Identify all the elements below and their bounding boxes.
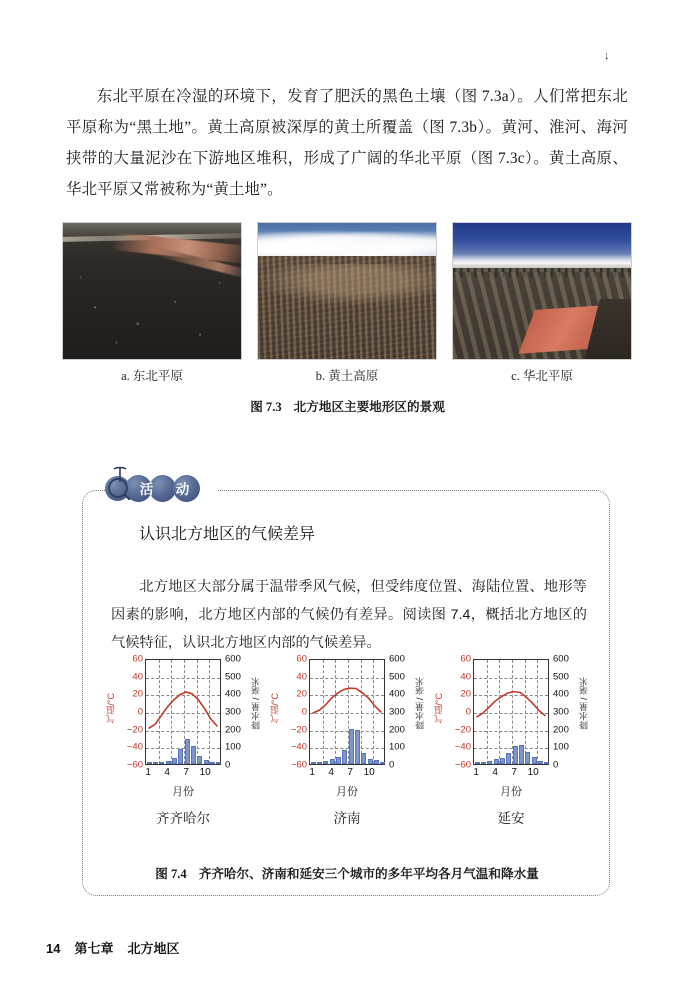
figure-73-photo-row bbox=[62, 222, 632, 360]
x-tick: 10 bbox=[527, 767, 539, 778]
plot-area bbox=[270, 653, 425, 798]
figure-73-number: 图 7.3 bbox=[250, 400, 282, 414]
y-tick-left: 40 bbox=[296, 671, 307, 683]
page-footer bbox=[46, 938, 180, 957]
y-tick-left: 60 bbox=[460, 653, 471, 665]
y-tick-right: 300 bbox=[553, 706, 569, 718]
y-tick-right: 400 bbox=[225, 688, 241, 700]
y-tick-left: −20 bbox=[126, 724, 143, 736]
y-tick-right: 500 bbox=[225, 671, 241, 683]
x-tick: 7 bbox=[347, 767, 353, 778]
climograph-3 bbox=[434, 653, 589, 826]
y-axis-right-title: 降水量 / 毫米 bbox=[579, 677, 589, 730]
x-axis-ticks bbox=[473, 767, 549, 781]
y-tick-right: 0 bbox=[553, 759, 559, 771]
y-tick-right: 0 bbox=[225, 759, 231, 771]
ground-highlight bbox=[258, 264, 436, 305]
city-name-label: 延安 bbox=[497, 811, 525, 826]
x-axis-title: 月份 bbox=[500, 786, 522, 798]
plot-frame bbox=[145, 659, 221, 765]
x-axis-ticks bbox=[145, 767, 221, 781]
y-axis-left-ticks bbox=[281, 653, 307, 771]
y-tick-left: 20 bbox=[296, 688, 307, 700]
y-tick-left: −60 bbox=[126, 759, 143, 771]
y-tick-left: 20 bbox=[132, 688, 143, 700]
climograph-2 bbox=[270, 653, 425, 826]
y-tick-right: 400 bbox=[389, 688, 405, 700]
y-tick-right: 500 bbox=[553, 671, 569, 683]
x-axis-title: 月份 bbox=[336, 786, 358, 798]
y-tick-right: 100 bbox=[389, 741, 405, 753]
x-tick: 4 bbox=[492, 767, 498, 778]
y-tick-left: 0 bbox=[137, 706, 143, 718]
y-tick-right: 100 bbox=[225, 741, 241, 753]
activity-body-text: 北方地区大部分属于温带季风气候，但受纬度位置、海陆位置、地形等因素的影响，北方地区内部的气候仍有差异。阅读图 7.4，概括北方地区的气候特征，认识北方地区内部的气候差异。 bbox=[111, 579, 587, 652]
y-tick-left: 60 bbox=[296, 653, 307, 665]
x-tick: 1 bbox=[309, 767, 315, 778]
activity-badge bbox=[105, 473, 217, 503]
y-tick-right: 600 bbox=[389, 653, 405, 665]
badge-char-1: 活 bbox=[139, 481, 155, 497]
y-tick-left: 20 bbox=[460, 688, 471, 700]
activity-badge-pill bbox=[105, 475, 213, 502]
city-name-label: 齐齐哈尔 bbox=[156, 811, 210, 826]
figure-74-number: 图 7.4 bbox=[155, 867, 187, 881]
climograph-1 bbox=[106, 653, 261, 826]
y-tick-left: 0 bbox=[465, 706, 471, 718]
y-tick-right: 100 bbox=[553, 741, 569, 753]
cloud-region bbox=[258, 228, 436, 255]
plot-frame bbox=[309, 659, 385, 765]
y-axis-left-title: 气温/°C bbox=[270, 693, 280, 724]
y-tick-left: −60 bbox=[454, 759, 471, 771]
x-tick: 10 bbox=[363, 767, 375, 778]
figure-74-chart-row bbox=[106, 653, 589, 826]
x-tick: 10 bbox=[199, 767, 211, 778]
badge-char-2: 动 bbox=[175, 481, 191, 497]
y-tick-left: −20 bbox=[454, 724, 471, 736]
y-axis-right-ticks bbox=[553, 653, 579, 771]
y-tick-left: 60 bbox=[132, 653, 143, 665]
photo-north-china-plain bbox=[452, 222, 632, 360]
y-tick-right: 200 bbox=[553, 724, 569, 736]
x-tick: 4 bbox=[164, 767, 170, 778]
y-tick-right: 500 bbox=[389, 671, 405, 683]
y-axis-left-ticks bbox=[445, 653, 471, 771]
corner-mark: ↓ bbox=[604, 50, 610, 62]
y-axis-left-ticks bbox=[117, 653, 143, 771]
plot-area bbox=[106, 653, 261, 798]
x-axis-ticks bbox=[309, 767, 385, 781]
y-tick-right: 600 bbox=[225, 653, 241, 665]
y-axis-right-title: 降水量 / 毫米 bbox=[415, 677, 425, 730]
plot-area bbox=[434, 653, 589, 798]
y-tick-left: 40 bbox=[132, 671, 143, 683]
photo-northeast-plain bbox=[62, 222, 242, 360]
temperature-line bbox=[474, 660, 548, 764]
footer-region: 北方地区 bbox=[127, 941, 180, 956]
y-tick-left: −40 bbox=[454, 741, 471, 753]
activity-badge-label bbox=[129, 478, 201, 498]
y-tick-right: 0 bbox=[389, 759, 395, 771]
footer-chapter: 第七章 bbox=[74, 941, 114, 956]
y-tick-left: −60 bbox=[290, 759, 307, 771]
y-tick-left: −40 bbox=[126, 741, 143, 753]
figure-73-title: 北方地区主要地形区的景观 bbox=[293, 400, 445, 414]
x-axis-title: 月份 bbox=[172, 786, 194, 798]
plot-frame bbox=[473, 659, 549, 765]
y-tick-right: 200 bbox=[389, 724, 405, 736]
soil-speckle-texture bbox=[63, 223, 241, 359]
x-tick: 1 bbox=[145, 767, 151, 778]
figure-74-title: 齐齐哈尔、济南和延安三个城市的多年平均各月气温和降水量 bbox=[198, 867, 539, 881]
caption-photo-c: c. 华北平原 bbox=[511, 369, 573, 383]
activity-title: 认识北方地区的气候差异 bbox=[139, 526, 316, 543]
intro-paragraph: 东北平原在冷湿的环境下，发育了肥沃的黑色土壤（图 7.3a）。人们常把东北平原称为“黑土地”。黄土高原被深厚的黄土所覆盖（图 7.3b）。黄河、淮河、海河挟带的大量泥沙在下游地区堆积，形成了广阔的华北平原（图 7.3c）。黄土高原、华北平原又常被称为“黄土地”。 bbox=[66, 88, 628, 199]
y-tick-right: 200 bbox=[225, 724, 241, 736]
y-tick-left: 0 bbox=[301, 706, 307, 718]
y-axis-left-title: 气温/°C bbox=[106, 693, 116, 724]
y-axis-right-ticks bbox=[389, 653, 415, 771]
photo-loess-plateau bbox=[257, 222, 437, 360]
caption-photo-a: a. 东北平原 bbox=[121, 369, 183, 383]
y-tick-right: 400 bbox=[553, 688, 569, 700]
footer-page-number: 14 bbox=[46, 941, 61, 956]
y-tick-right: 600 bbox=[553, 653, 569, 665]
y-tick-right: 300 bbox=[225, 706, 241, 718]
activity-box bbox=[82, 481, 610, 896]
figure-73-caption bbox=[0, 396, 695, 415]
figure-73-captions bbox=[62, 366, 632, 384]
x-tick: 7 bbox=[511, 767, 517, 778]
y-tick-left: −20 bbox=[290, 724, 307, 736]
y-axis-right-title: 降水量 / 毫米 bbox=[251, 677, 261, 730]
x-tick: 4 bbox=[328, 767, 334, 778]
y-axis-right-ticks bbox=[225, 653, 251, 771]
temperature-line bbox=[146, 660, 220, 764]
x-tick: 7 bbox=[183, 767, 189, 778]
temperature-line bbox=[310, 660, 384, 764]
y-tick-left: 40 bbox=[460, 671, 471, 683]
y-tick-left: −40 bbox=[290, 741, 307, 753]
city-name-label: 济南 bbox=[333, 811, 361, 826]
x-tick: 1 bbox=[473, 767, 479, 778]
y-axis-left-title: 气温/°C bbox=[434, 693, 444, 724]
caption-photo-b: b. 黄土高原 bbox=[315, 369, 379, 383]
figure-74-caption bbox=[83, 863, 611, 882]
y-tick-right: 300 bbox=[389, 706, 405, 718]
